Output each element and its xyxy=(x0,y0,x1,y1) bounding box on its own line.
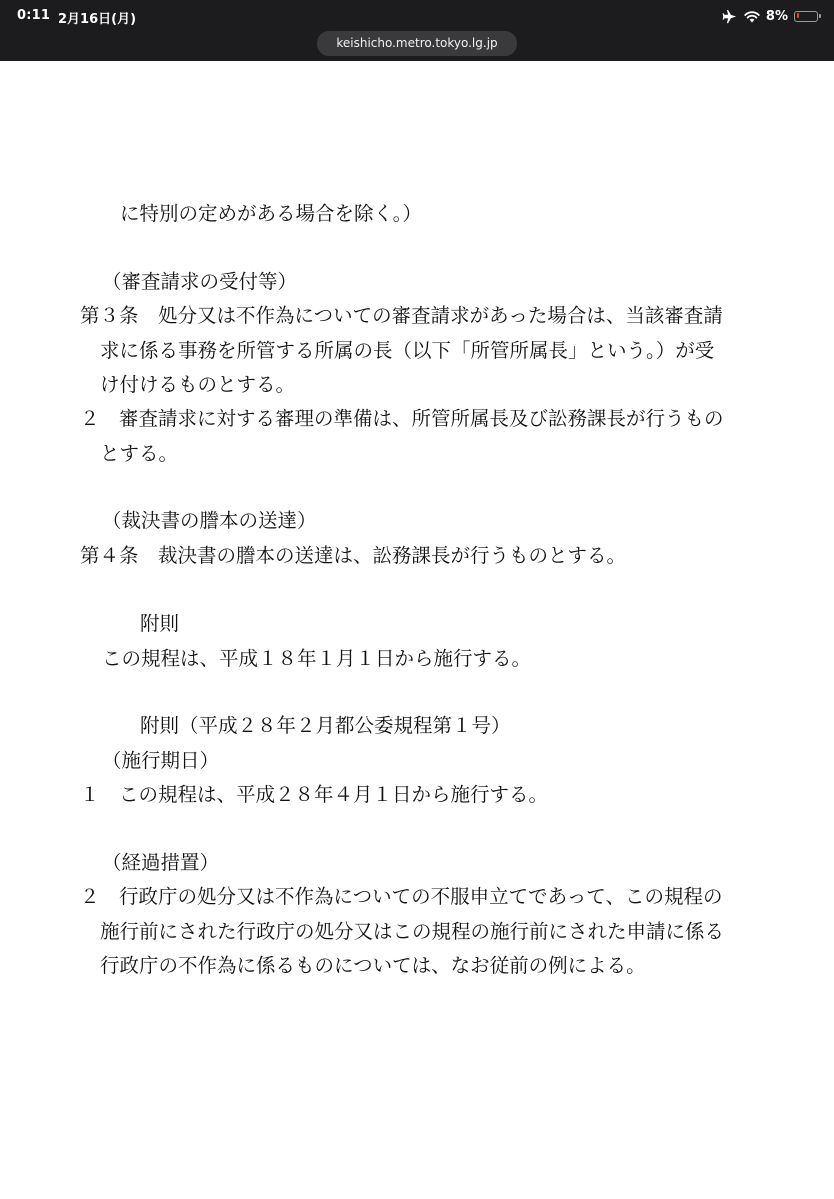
battery-icon xyxy=(794,11,818,22)
paragraph-2-line: とする。 xyxy=(100,442,179,465)
paragraph-2-line: ２ 行政庁の処分又は不作為についての不服申立てであって、この規程の xyxy=(80,885,723,908)
text-line: に特別の定めがある場合を除く。） xyxy=(120,202,422,225)
paragraph-2-line: 行政庁の不作為に係るものについては、なお従前の例による。 xyxy=(100,954,646,977)
section-heading: （施行期日） xyxy=(102,749,220,772)
supplementary-line: この規程は、平成１８年１月１日から施行する。 xyxy=(102,647,532,670)
status-date: 2月16日(月) xyxy=(58,12,137,27)
section-heading: （審査請求の受付等） xyxy=(102,270,298,293)
document-page xyxy=(0,61,834,1199)
supplementary-heading: 附則 xyxy=(140,612,180,635)
supplementary-heading: 附則（平成２８年２月都公委規程第１号） xyxy=(140,714,511,737)
paragraph-1-line: １ この規程は、平成２８年４月１日から施行する。 xyxy=(80,783,549,806)
paragraph-2-line: 施行前にされた行政庁の処分又はこの規程の施行前にされた申請に係る xyxy=(100,920,725,943)
address-bar[interactable]: keishicho.metro.tokyo.lg.jp xyxy=(317,31,517,56)
article-3-line: け付けるものとする。 xyxy=(100,373,296,396)
browser-chrome xyxy=(0,0,834,61)
article-3-line: 第３条 処分又は不作為についての審査請求があった場合は、当該審査請 xyxy=(80,304,723,327)
paragraph-2-line: ２ 審査請求に対する審理の準備は、所管所属長及び訟務課長が行うもの xyxy=(80,407,724,430)
section-heading: （経過措置） xyxy=(102,851,220,874)
status-bar xyxy=(0,0,834,34)
wifi-icon xyxy=(744,8,760,24)
airplane-icon xyxy=(722,8,738,24)
status-indicators xyxy=(722,7,818,25)
status-time: 0:11 xyxy=(17,8,51,23)
section-heading: （裁決書の謄本の送達） xyxy=(102,509,317,532)
battery-level xyxy=(797,13,799,18)
article-3-line: 求に係る事務を所管する所属の長（以下「所管所属長」という。）が受 xyxy=(100,339,715,362)
article-4-line: 第４条 裁決書の謄本の送達は、訟務課長が行うものとする。 xyxy=(80,544,627,567)
battery-percent: 8% xyxy=(765,8,788,24)
